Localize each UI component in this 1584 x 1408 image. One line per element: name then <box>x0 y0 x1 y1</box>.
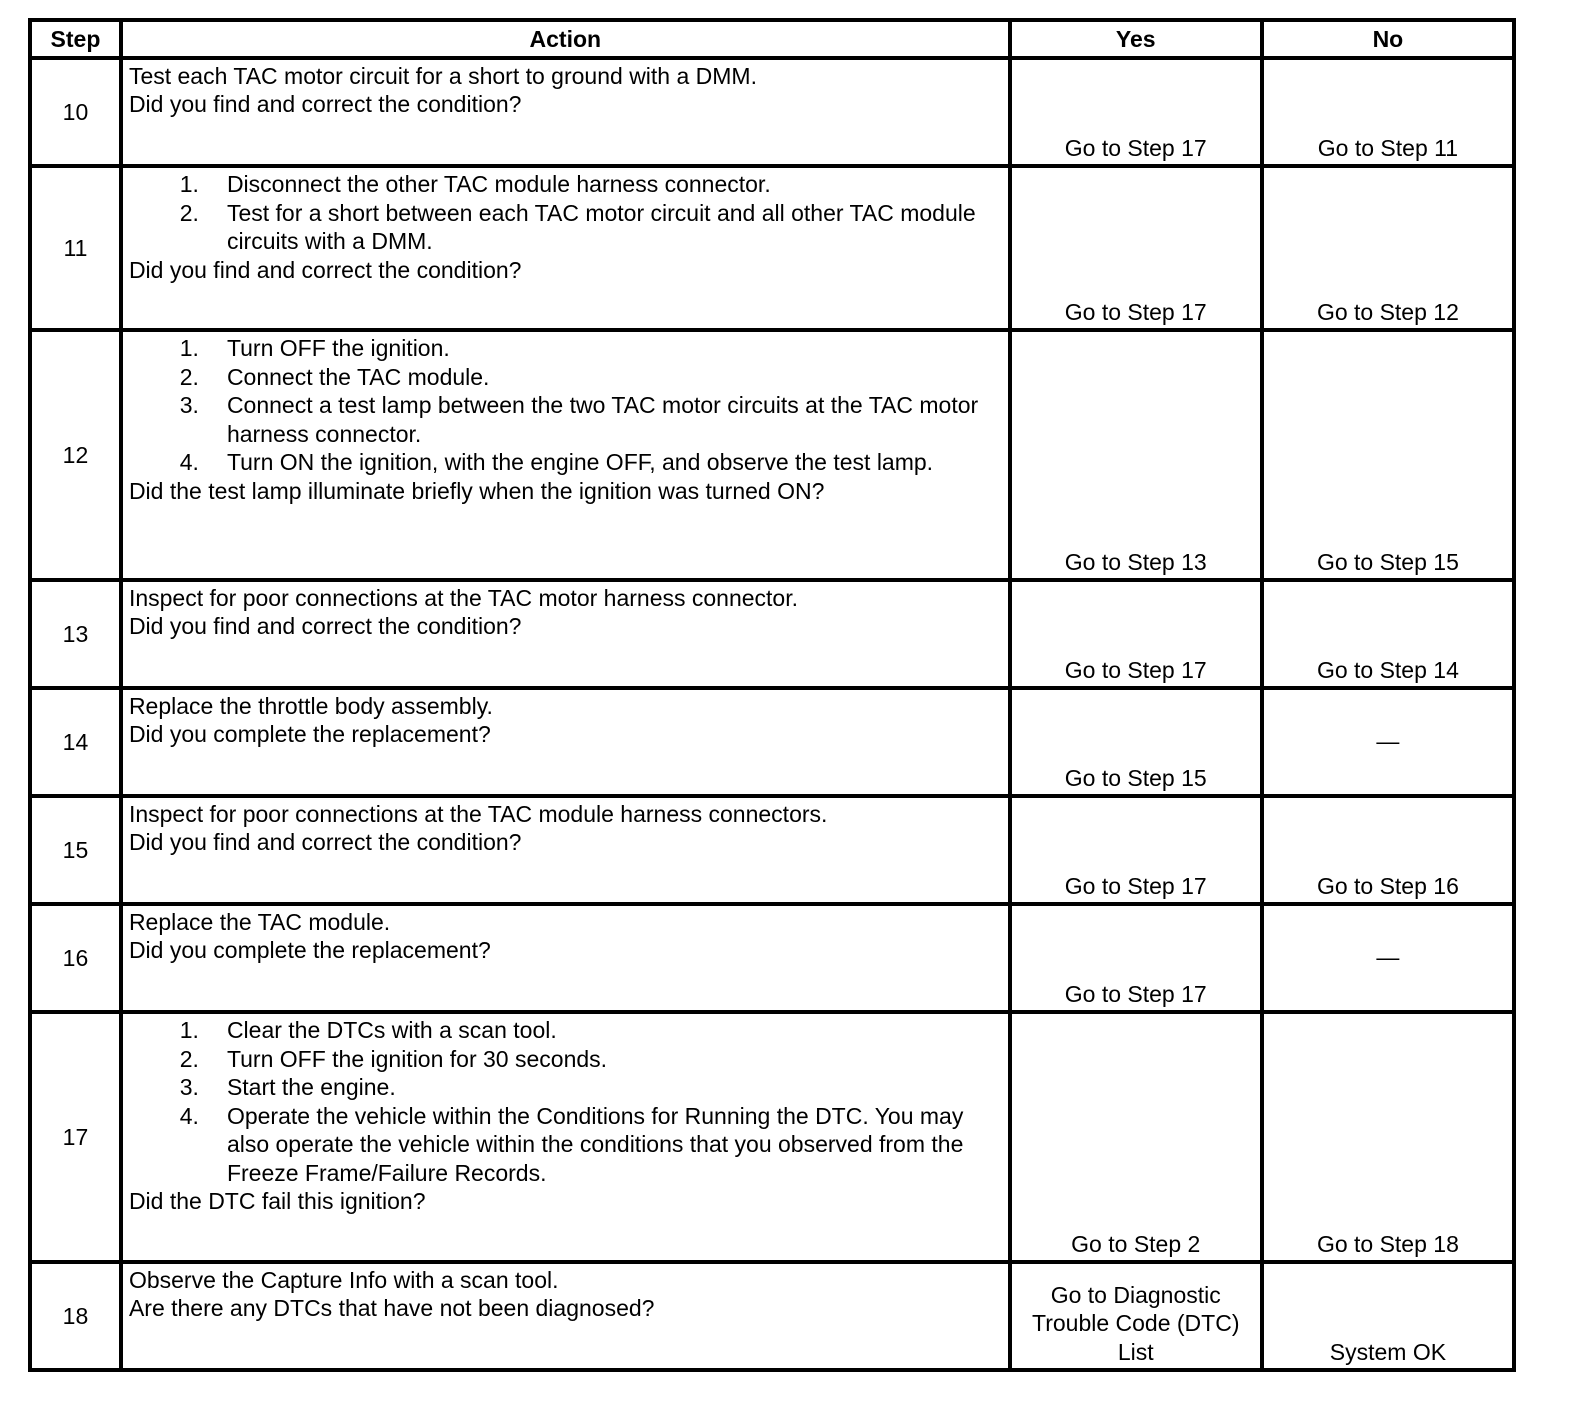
no-cell: System OK <box>1262 1262 1514 1370</box>
step-number: 11 <box>30 166 121 330</box>
header-row <box>30 20 1514 58</box>
instruction-list <box>129 170 1002 256</box>
no-cell: — <box>1262 904 1514 1012</box>
action-cell <box>121 580 1010 688</box>
action-text: Replace the throttle body assembly. <box>128 693 493 719</box>
step-number: 17 <box>30 1012 121 1262</box>
action-question: Did you complete the replacement? <box>128 721 491 747</box>
header-action: Action <box>121 20 1010 58</box>
table-row <box>30 580 1514 688</box>
no-cell: Go to Step 14 <box>1262 580 1514 688</box>
action-cell <box>121 58 1010 166</box>
yes-cell: Go to Step 17 <box>1010 796 1262 904</box>
table-row <box>30 1262 1514 1370</box>
action-question: Did you find and correct the condition? <box>128 256 522 283</box>
yes-cell: Go to Step 2 <box>1010 1012 1262 1262</box>
action-question: Did the test lamp illuminate briefly when the ignition was turned ON? <box>128 477 825 504</box>
no-cell: — <box>1262 688 1514 796</box>
table-row <box>30 330 1514 580</box>
action-question: Are there any DTCs that have not been diagnosed? <box>128 1295 655 1321</box>
list-item: 4. Operate the vehicle within the Conditions for Running the DTC. You may also operate the vehicle within the conditions that you observed from the Freeze Frame/Failure Records. <box>179 1102 964 1186</box>
list-item: 3. Start the engine. <box>179 1074 396 1100</box>
yes-cell: Go to Step 15 <box>1010 688 1262 796</box>
step-number: 14 <box>30 688 121 796</box>
list-item: 1. Clear the DTCs with a scan tool. <box>179 1017 557 1043</box>
header-yes: Yes <box>1010 20 1262 58</box>
table-row <box>30 688 1514 796</box>
step-number: 13 <box>30 580 121 688</box>
list-item: 3. Connect a test lamp between the two TAC motor circuits at the TAC motor harness connector. <box>179 392 979 447</box>
no-cell: Go to Step 18 <box>1262 1012 1514 1262</box>
list-item: 1. Disconnect the other TAC module harness connector. <box>179 171 771 197</box>
step-number: 10 <box>30 58 121 166</box>
no-cell: Go to Step 15 <box>1262 330 1514 580</box>
action-text: Observe the Capture Info with a scan tool. <box>128 1267 559 1293</box>
header-no: No <box>1262 20 1514 58</box>
no-cell: Go to Step 12 <box>1262 166 1514 330</box>
yes-cell: Go to Diagnostic Trouble Code (DTC) List <box>1010 1262 1262 1370</box>
yes-cell: Go to Step 17 <box>1010 166 1262 330</box>
action-text: Inspect for poor connections at the TAC module harness connectors. <box>128 801 828 827</box>
action-cell <box>121 1012 1010 1262</box>
yes-cell: Go to Step 13 <box>1010 330 1262 580</box>
action-text: Test each TAC motor circuit for a short to ground with a DMM. <box>128 63 757 89</box>
header-step: Step <box>30 20 121 58</box>
yes-cell: Go to Step 17 <box>1010 580 1262 688</box>
action-question: Did you find and correct the condition? <box>128 91 522 117</box>
action-question: Did you complete the replacement? <box>128 937 491 963</box>
yes-cell: Go to Step 17 <box>1010 904 1262 1012</box>
action-text: Replace the TAC module. <box>128 909 391 935</box>
action-question: Did the DTC fail this ignition? <box>128 1188 426 1214</box>
action-cell <box>121 1262 1010 1370</box>
step-number: 15 <box>30 796 121 904</box>
no-cell: Go to Step 11 <box>1262 58 1514 166</box>
list-item: 2. Connect the TAC module. <box>179 363 490 390</box>
no-cell: Go to Step 16 <box>1262 796 1514 904</box>
step-number: 16 <box>30 904 121 1012</box>
action-cell <box>121 330 1010 580</box>
diagnostic-table <box>28 18 1516 1372</box>
list-item: 2. Test for a short between each TAC motor circuit and all other TAC module circuits with a DMM. <box>179 199 976 254</box>
list-item: 2. Turn OFF the ignition for 30 seconds. <box>179 1045 608 1072</box>
instruction-list <box>129 1016 1002 1187</box>
table-row <box>30 166 1514 330</box>
table-row <box>30 796 1514 904</box>
action-cell <box>121 796 1010 904</box>
action-text: Inspect for poor connections at the TAC motor harness connector. <box>128 585 799 611</box>
list-item: 1. Turn OFF the ignition. <box>179 335 450 361</box>
action-cell <box>121 166 1010 330</box>
list-item: 4. Turn ON the ignition, with the engine OFF, and observe the test lamp. <box>179 449 934 475</box>
table-row <box>30 904 1514 1012</box>
action-question: Did you find and correct the condition? <box>128 829 522 855</box>
step-number: 18 <box>30 1262 121 1370</box>
action-cell <box>121 688 1010 796</box>
table-row <box>30 58 1514 166</box>
action-cell <box>121 904 1010 1012</box>
instruction-list <box>129 334 1002 477</box>
action-question: Did you find and correct the condition? <box>128 613 522 639</box>
yes-cell: Go to Step 17 <box>1010 58 1262 166</box>
table-row <box>30 1012 1514 1262</box>
step-number: 12 <box>30 330 121 580</box>
